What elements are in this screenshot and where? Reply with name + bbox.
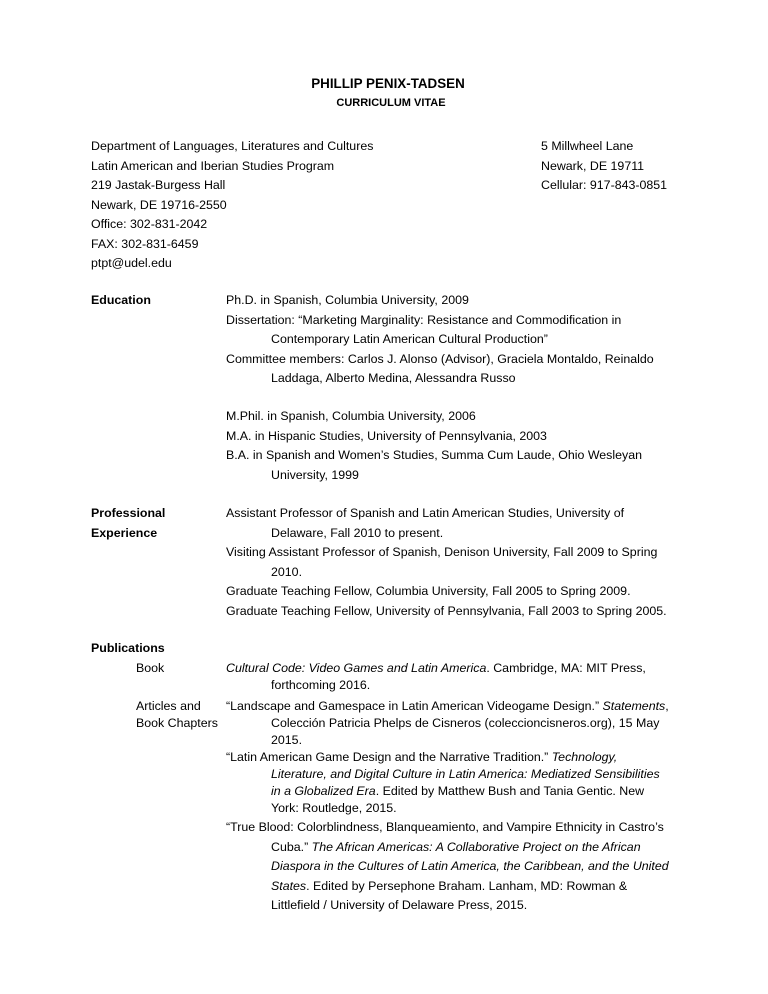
work-address-line: Latin American and Iberian Studies Program [91,158,335,173]
article-venue: Literature, and Digital Culture in Latin America: Mediatized Sensibilities [271,767,660,781]
article-line: Littlefield / University of Delaware Press, 2015. [271,898,528,912]
article-line [226,698,696,715]
degree-mphil: M.Phil. in Spanish, Columbia University, 2006 [226,409,476,423]
article-line: “True Blood: Colorblindness, Blanqueamiento, and Vampire Ethnicity in Castro’s [226,820,664,834]
book-title: Cultural Code: Video Games and Latin America [226,661,487,675]
book-publisher: . Cambridge, MA: MIT Press, [486,661,646,675]
article-venue: States [271,878,307,893]
cv-name: PHILLIP PENIX-TADSEN [311,76,465,91]
experience-item-cont: Delaware, Fall 2010 to present. [271,525,444,540]
work-address-line: Newark, DE 19716-2550 [91,197,227,212]
work-address [91,137,373,274]
article-line [226,857,696,877]
article-line: Colección Patricia Phelps de Cisneros (coleccioncisneros.org), 15 May [271,716,660,730]
experience-heading-line: Professional [91,506,166,520]
experience-item: Graduate Teaching Fellow, University of Pennsylvania, Fall 2003 to Spring 2005. [226,603,667,618]
home-address-line: 5 Millwheel Lane [541,139,634,153]
punctuation: , [665,699,669,713]
education-entries [226,291,686,389]
experience-heading-line: Experience [91,525,158,540]
email-address: ptpt@udel.edu [91,256,172,270]
article-entry [226,818,696,916]
degree-ba: B.A. in Spanish and Women’s Studies, Summa Cum Laude, Ohio Wesleyan [226,448,642,462]
cv-doc-title: CURRICULUM VITAE [336,97,446,109]
article-line [226,783,696,800]
article-editors: . Edited by Matthew Bush and Tania Gentic. New [375,784,645,798]
article-line: 2015. [271,733,303,747]
article-venue: The African Americas: A Collaborative Project on the African [311,839,641,854]
article-venue: Technology, [551,750,618,764]
article-venue: in a Globalized Era [271,784,376,798]
article-venue: Diaspora in the Cultures of Latin America, the Caribbean, and the United [271,859,669,873]
fax-number: FAX: 302-831-6459 [91,236,199,251]
article-line [226,838,696,858]
education-heading: Education [91,293,151,307]
committee-line: Laddaga, Alberto Medina, Alessandra Russo [271,371,516,385]
experience-entries [226,504,686,621]
article-title: “Landscape and Gamespace in Latin American Videogame Design.” [226,699,603,713]
experience-heading [91,504,165,543]
work-address-line: Department of Languages, Literatures and Cultures [91,139,374,153]
article-line [226,749,696,766]
work-address-line: 219 Jastak-Burgess Hall [91,178,226,192]
home-address-line: Newark, DE 19711 [541,158,645,173]
publications-heading: Publications [91,641,165,655]
degree-ba-cont: University, 1999 [271,467,359,482]
articles-subheading [136,698,218,732]
article-title: “Latin American Game Design and the Narrative Tradition.” [226,750,552,764]
article-entry [226,749,696,817]
book-subheading: Book [136,661,165,675]
dissertation-line: Dissertation: “Marketing Marginality: Resistance and Commodification in [226,312,622,327]
home-address [541,137,667,196]
experience-item: Graduate Teaching Fellow, Columbia University, Fall 2005 to Spring 2009. [226,584,631,598]
book-citation-line: forthcoming 2016. [271,678,371,692]
article-line [226,766,696,783]
degree-phd: Ph.D. in Spanish, Columbia University, 2009 [226,293,469,307]
cell-phone: Cellular: 917-843-0851 [541,178,668,192]
book-citation-line [226,660,696,677]
article-editors: . Edited by Persephone Braham. Lanham, MD: Rowman & [306,878,628,893]
article-title: Cuba.” [271,839,312,854]
office-phone: Office: 302-831-2042 [91,217,208,231]
experience-item-cont: 2010. [271,564,303,579]
committee-line: Committee members: Carlos J. Alonso (Advisor), Graciela Montaldo, Reinaldo [226,351,654,366]
dissertation-line: Contemporary Latin American Cultural Production” [271,332,548,346]
article-line [226,877,696,897]
article-entry [226,698,696,749]
articles-subheading-line: Articles and [136,699,201,713]
experience-item: Assistant Professor of Spanish and Latin American Studies, University of [226,506,625,520]
education-degrees [226,407,686,485]
articles-subheading-line: Book Chapters [136,716,218,730]
degree-ma: M.A. in Hispanic Studies, University of Pennsylvania, 2003 [226,428,547,443]
experience-item: Visiting Assistant Professor of Spanish, Denison University, Fall 2009 to Spring [226,545,658,559]
article-venue: Statements [602,699,666,713]
article-line: York: Routledge, 2015. [271,801,397,815]
book-entry [226,660,696,694]
